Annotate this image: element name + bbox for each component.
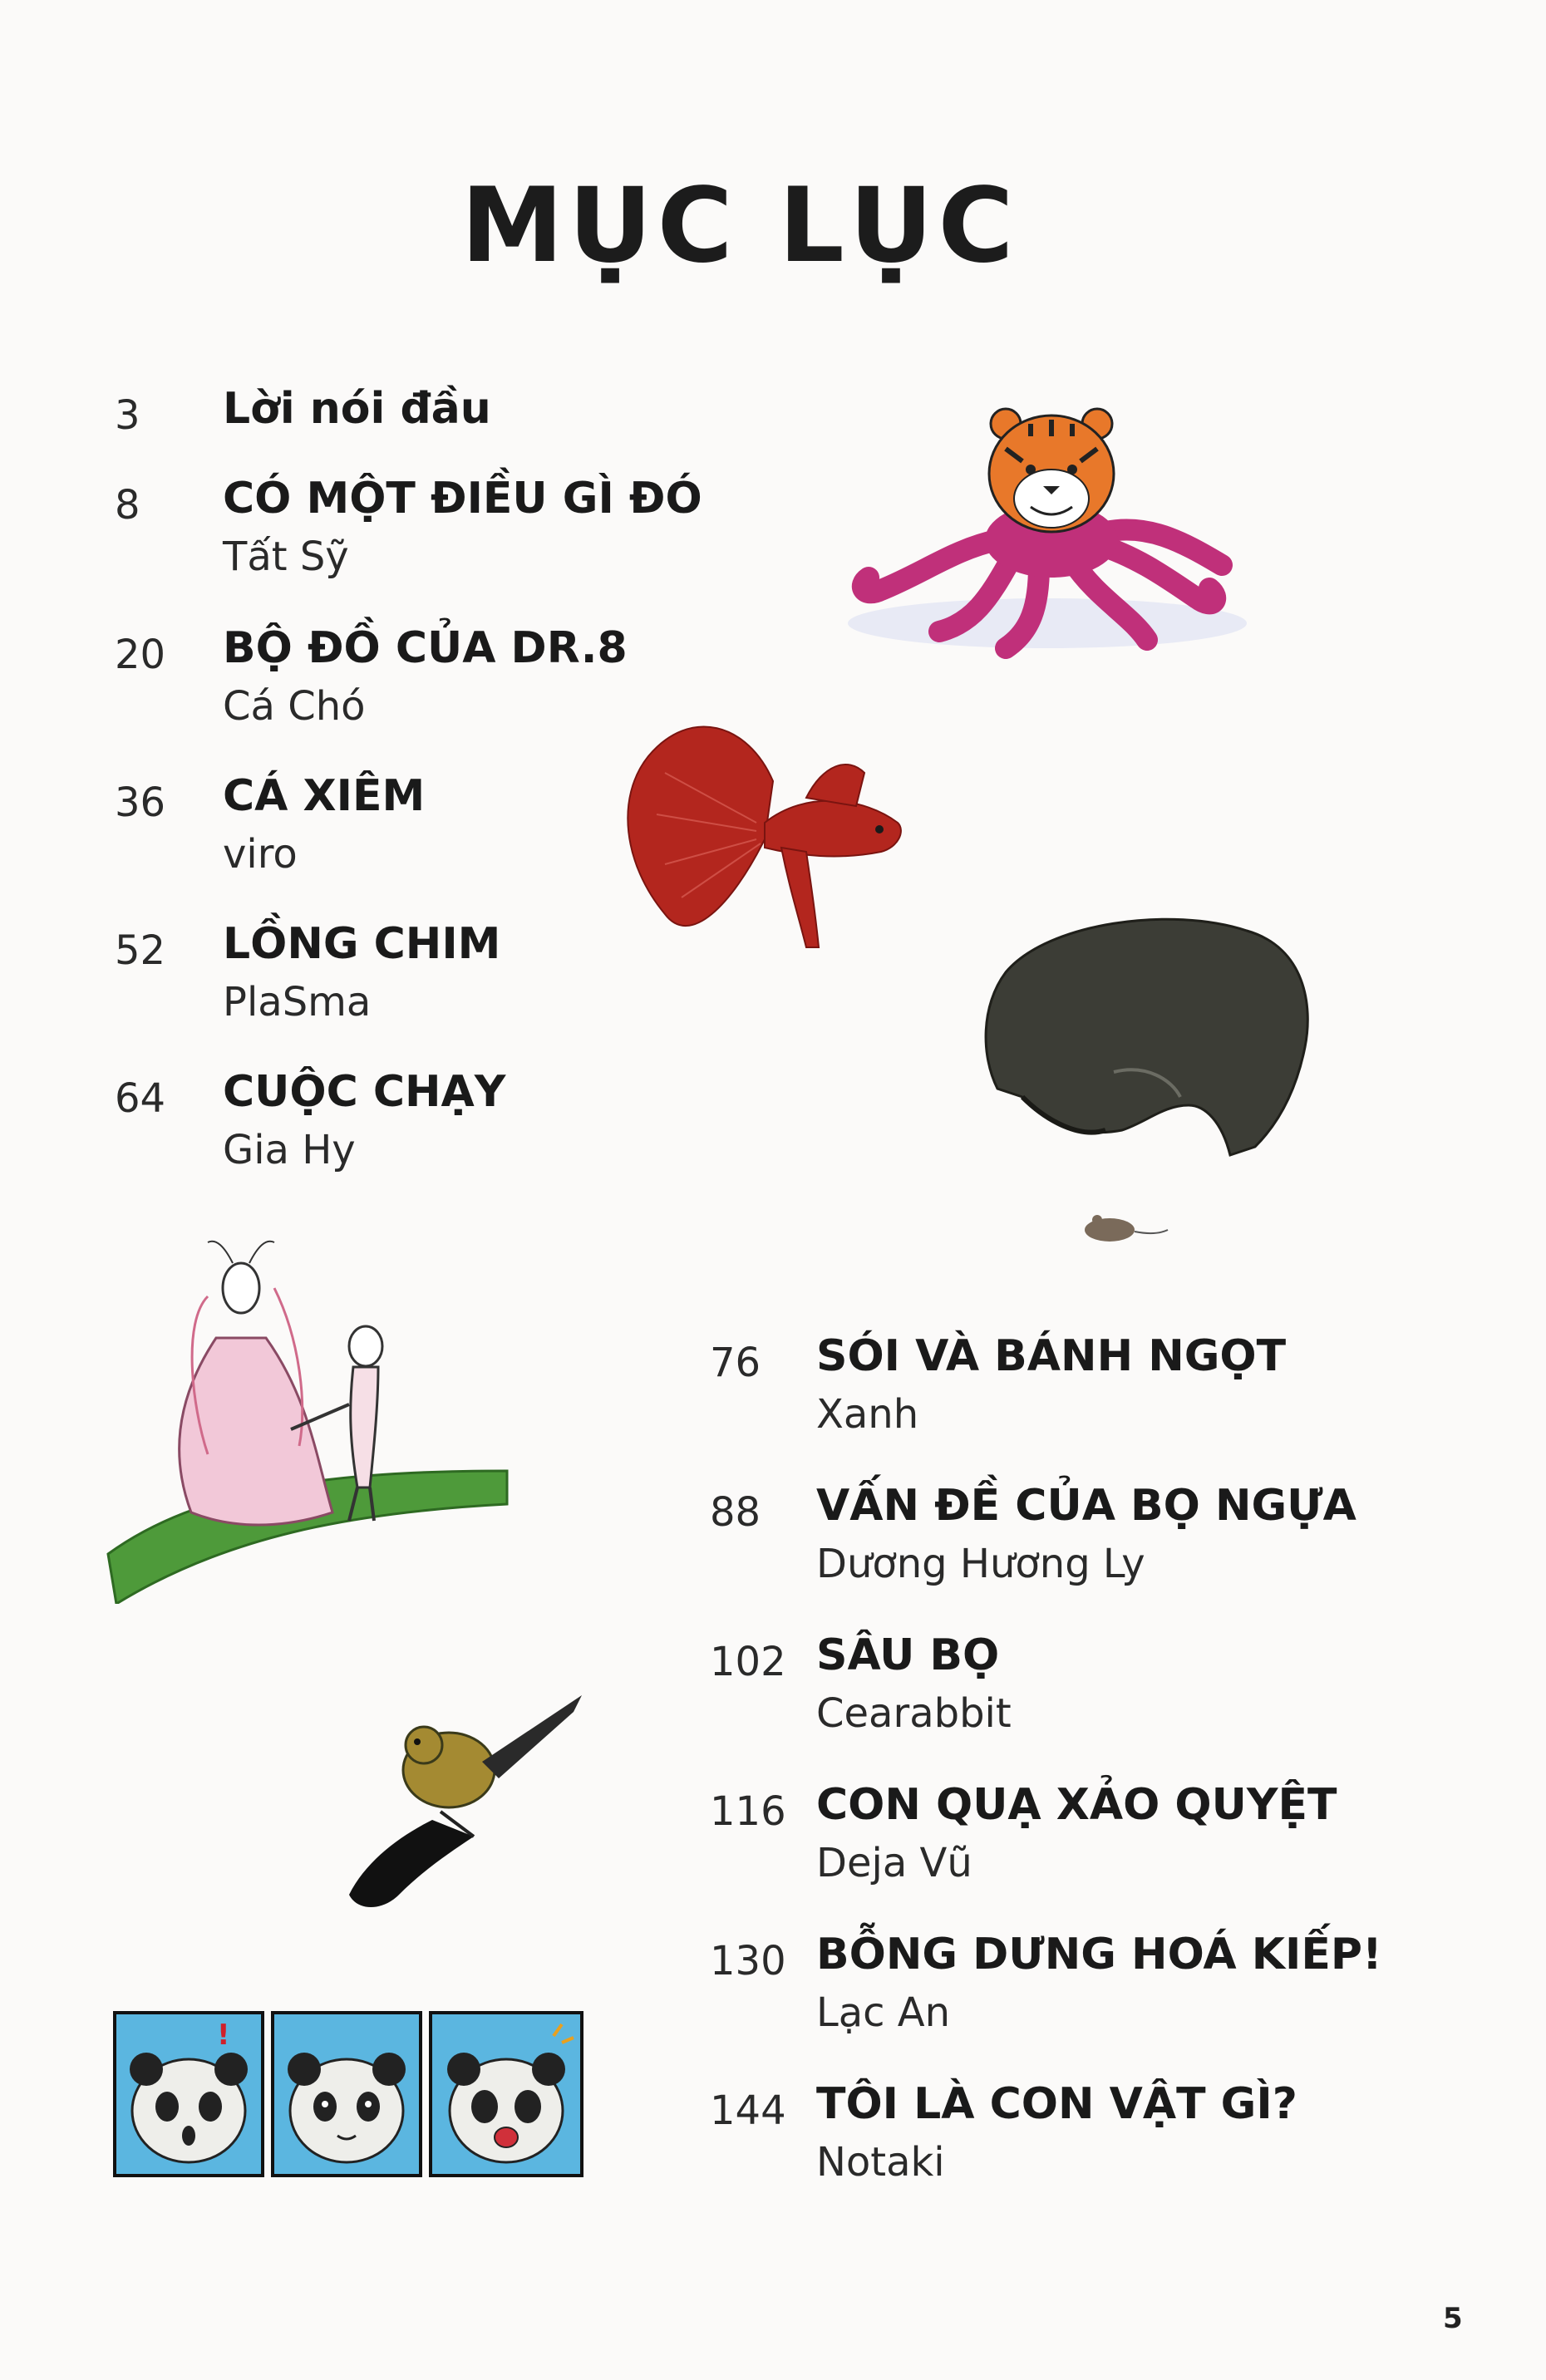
page-title: MỤC LỤC bbox=[460, 166, 1019, 286]
toc-entry-title: TÔI LÀ CON VẬT GÌ? bbox=[816, 2079, 1297, 2129]
toc-entry-author: Cá Chó bbox=[223, 683, 366, 730]
toc-entry-author: Dương Hương Ly bbox=[816, 1541, 1145, 1587]
toc-entry-author: Notaki bbox=[816, 2139, 945, 2186]
toc-entry-title: VẤN ĐỀ CỦA BỌ NGỰA bbox=[816, 1481, 1356, 1531]
panda-panel-1 bbox=[115, 2013, 263, 2176]
betta-fish-illustration bbox=[615, 706, 948, 981]
toc-entry-title: CON QUẠ XẢO QUYỆT bbox=[816, 1780, 1337, 1830]
panda-panel-3 bbox=[431, 2013, 582, 2176]
toc-entry-title: SÂU BỌ bbox=[816, 1630, 1000, 1680]
mouse-icon bbox=[1085, 1215, 1168, 1242]
tiger-octopus-illustration bbox=[831, 399, 1263, 681]
toc-entry-title: Lời nói đầu bbox=[223, 384, 491, 434]
toc-entry-title: CUỘC CHẠY bbox=[223, 1067, 506, 1117]
toc-page-number: 144 bbox=[710, 2087, 786, 2134]
svg-text:!: ! bbox=[217, 2019, 230, 2052]
toc-page-number: 64 bbox=[115, 1075, 166, 1122]
toc-entry-title: BỘ ĐỒ CỦA DR.8 bbox=[223, 623, 628, 673]
bird-shadow-illustration bbox=[332, 1679, 598, 1928]
toc-page-number: 76 bbox=[710, 1340, 761, 1386]
toc-page-number: 8 bbox=[115, 482, 140, 529]
toc-entry-author: Lạc An bbox=[816, 1989, 951, 2036]
toc-entry-author: viro bbox=[223, 831, 298, 878]
toc-page-number: 3 bbox=[115, 392, 140, 439]
toc-entry-author: Xanh bbox=[816, 1391, 919, 1438]
toc-page-number: 116 bbox=[710, 1788, 786, 1835]
toc-entry-title: CÓ MỘT ĐIỀU GÌ ĐÓ bbox=[223, 474, 702, 524]
toc-page-number: 88 bbox=[710, 1489, 761, 1536]
toc-entry-title: BỖNG DƯNG HOÁ KIẾP! bbox=[816, 1930, 1382, 1979]
panda-comic-strip-illustration bbox=[113, 2011, 583, 2177]
mantis-wedding-illustration bbox=[100, 1238, 532, 1604]
toc-entry-author: Tất Sỹ bbox=[223, 534, 349, 580]
toc-page-number: 20 bbox=[115, 632, 166, 678]
toc-entry-title: SÓI VÀ BÁNH NGỌT bbox=[816, 1331, 1287, 1381]
toc-entry-author: Gia Hy bbox=[223, 1127, 356, 1173]
toc-page-number: 52 bbox=[115, 927, 166, 974]
panda-panel-2 bbox=[273, 2013, 421, 2176]
tiger-head-icon bbox=[989, 409, 1114, 532]
page-number: 5 bbox=[1443, 2302, 1463, 2335]
toc-entry-author: Cearabbit bbox=[816, 1690, 1012, 1737]
toc-entry-title: CÁ XIÊM bbox=[223, 771, 426, 821]
toc-entry-author: PlaSma bbox=[223, 979, 372, 1025]
toc-entry-author: Deja Vũ bbox=[816, 1840, 972, 1886]
toc-page-number: 130 bbox=[710, 1938, 786, 1984]
black-wolf-illustration bbox=[981, 906, 1313, 1255]
toc-entry-title: LỒNG CHIM bbox=[223, 919, 501, 969]
toc-page-number: 102 bbox=[710, 1639, 786, 1685]
toc-page-number: 36 bbox=[115, 779, 166, 826]
